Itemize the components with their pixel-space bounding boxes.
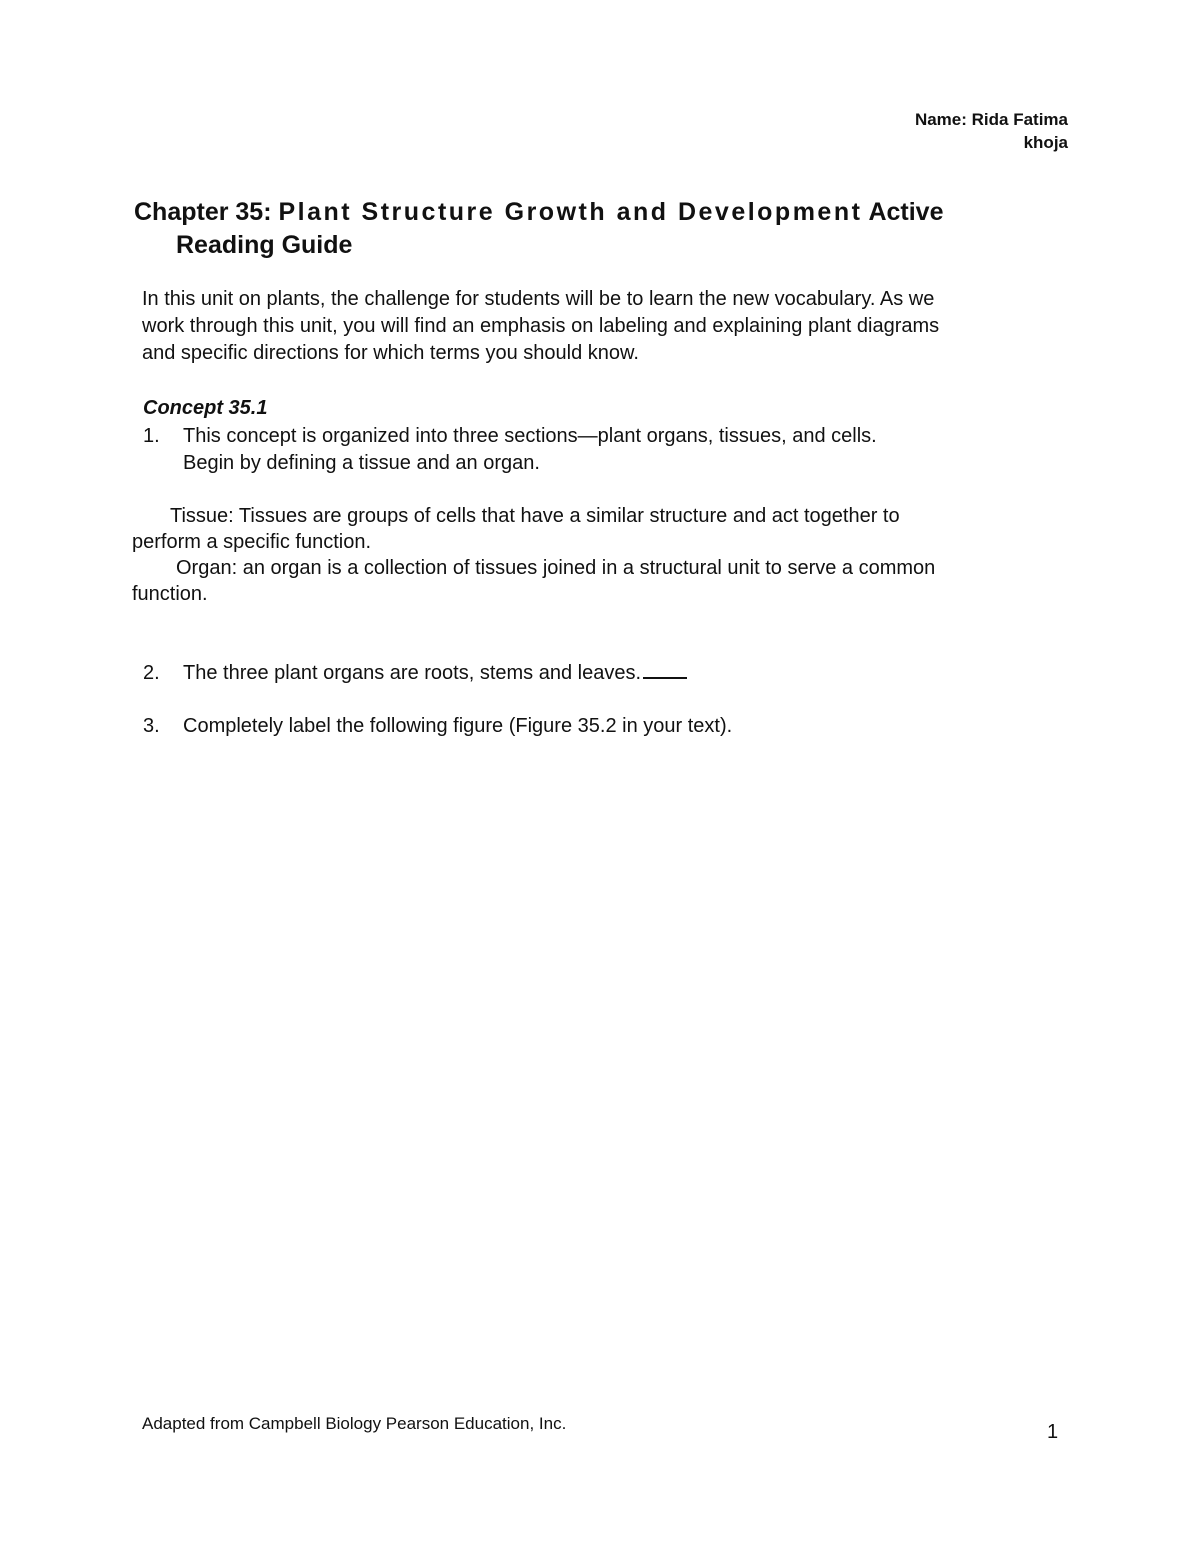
question-2 [143,660,687,687]
page-number: 1 [1047,1421,1059,1443]
title-line-2: Reading Guide [176,231,353,259]
answer-definitions [132,503,935,607]
question-3 [143,713,732,740]
intro-line-2: work through this unit, you will find an emphasis on labeling and explaining plant diagrams [142,315,940,337]
question-2-number: 2. [143,662,160,684]
organ-definition-line-2: function. [132,583,208,605]
intro-line-1: In this unit on plants, the challenge for students will be to learn the new vocabulary. As we [142,288,935,310]
question-2-text: The three plant organs are roots, stems and leaves. [183,662,642,684]
tissue-definition-line-2: perform a specific function. [132,531,371,553]
student-name-block [915,108,1068,154]
intro-paragraph [142,286,939,367]
student-name-line-2: khoja [1023,133,1068,152]
intro-line-3: and specific directions for which terms you should know. [142,342,639,364]
title-prefix: Chapter 35: [134,198,279,226]
question-3-number: 3. [143,715,160,737]
footer-source: Adapted from Campbell Biology Pearson Education, Inc. [142,1414,567,1433]
student-name-line-1: Name: Rida Fatima [914,110,1068,129]
concept-heading: Concept 35.1 [143,397,268,419]
title-suffix: Active [862,198,944,226]
question-1-number: 1. [143,425,160,447]
page-title [134,196,944,262]
answer-blank-line [643,676,687,679]
question-3-text: Completely label the following figure (Figure 35.2 in your text). [183,715,733,737]
title-spaced: Plant Structure Growth and Development [278,198,863,226]
question-1-line-1: This concept is organized into three sections—plant organs, tissues, and cells. [183,425,877,447]
tissue-definition-line-1: Tissue: Tissues are groups of cells that have a similar structure and act together to [170,505,900,527]
question-1-line-2: Begin by defining a tissue and an organ. [183,452,540,474]
question-1 [143,423,877,477]
organ-definition-line-1: Organ: an organ is a collection of tissues joined in a structural unit to serve a common [176,557,936,579]
